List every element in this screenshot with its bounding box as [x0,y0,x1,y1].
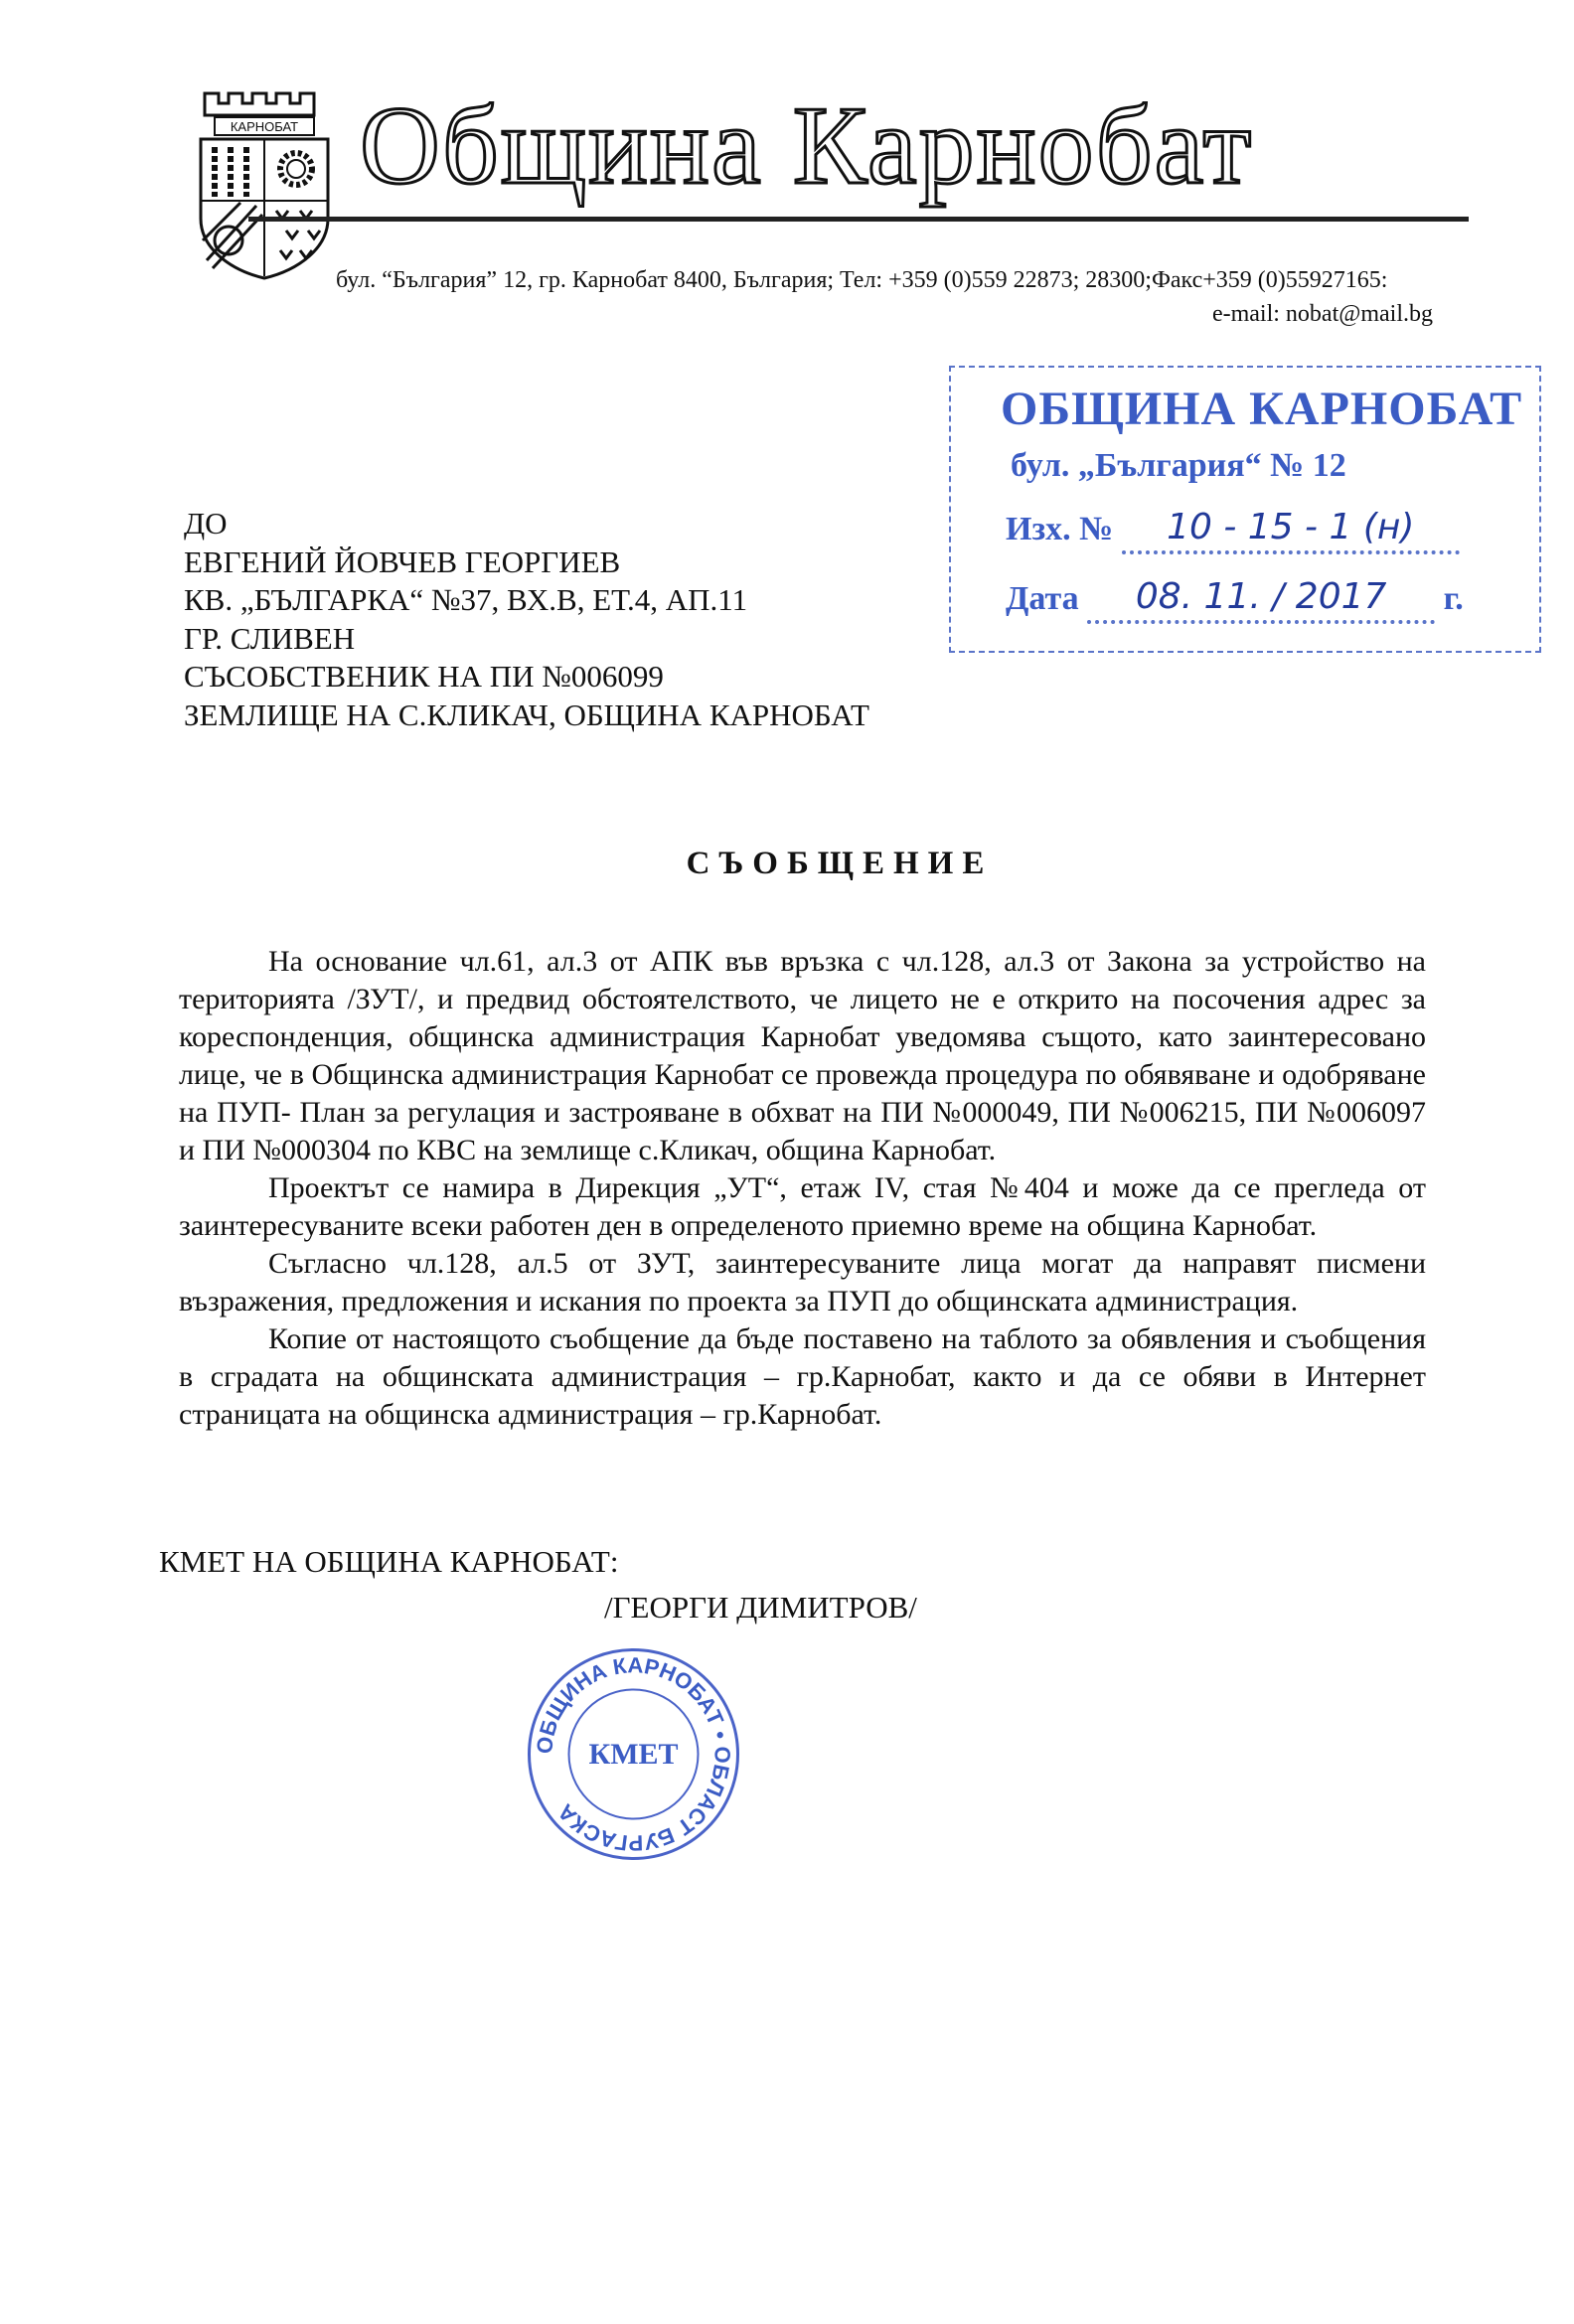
letterhead-address: бул. “България” 12, гр. Карнобат 8400, България; Тел: +359 (0)559 22873; 28300;Факс+359 (0)55927165: [336,267,1388,293]
document-heading: СЪОБЩЕНИЕ [686,846,994,881]
recipient-line: ДО [184,506,228,541]
seal-ring-text: ОБЩИНА КАРНОБАТ • ОБЛАСТ БУРГАСКА [532,1652,735,1856]
stamp-address: бул. „България“ № 12 [1011,447,1346,484]
stamp-title: ОБЩИНА КАРНОБАТ [1001,383,1523,435]
mayor-round-seal [522,1642,745,1866]
stamp-date-value: 08. 11. / 2017 [1135,576,1387,617]
recipient-line: КВ. „БЪЛГАРКА“ №37, ВХ.В, ЕТ.4, АП.11 [184,582,748,617]
stamp-year-suffix: г. [1443,580,1464,617]
signatory-title: КМЕТ НА ОБЩИНА КАРНОБАТ: [159,1544,619,1579]
recipient-line: ГР. СЛИВЕН [184,620,356,656]
recipient-line: СЪСОБСТВЕНИК НА ПИ №006099 [184,659,664,694]
crest-text: КАРНОБАТ [230,119,299,134]
stamp-date-label: Дата [1006,580,1079,617]
body-paragraph: Съгласно чл.128, ал.5 от ЗУТ, заинтересуваните лица могат да направят писмени възражения, предложения и искания по проекта за ПУП до общинската администрация. [179,1247,1426,1317]
stamp-outgoing-number: 10 - 15 - 1 (н) [1167,507,1415,547]
letterhead-title: Община Карнобат [360,84,1254,208]
stamp-outgoing-label: Изх. № [1006,511,1114,547]
recipient-line: ЗЕМЛИЩЕ НА С.КЛИКАЧ, ОБЩИНА КАРНОБАТ [184,697,869,732]
recipient-line: ЕВГЕНИЙ ЙОВЧЕВ ГЕОРГИЕВ [184,543,621,579]
signatory-name: /ГЕОРГИ ДИМИТРОВ/ [604,1590,917,1625]
seal-center-text: КМЕТ [588,1738,679,1771]
letterhead-divider [248,217,1469,222]
municipality-crest-logo [197,91,332,280]
recipient-block [184,505,949,734]
notice-body [179,943,1426,1434]
body-paragraph: Копие от настоящото съобщение да бъде поставено на таблото за обявления и съобщения в сградата на общинската администрация – гр.Карнобат, както и да се обяви в Интернет страницата на общинска администрация – гр.Карнобат. [179,1322,1426,1431]
body-paragraph: Проектът се намира в Дирекция „УТ“, етаж IV, стая №404 и може да се прегледа от заинтересуваните всеки работен ден в определеното приемно време на община Карнобат. [179,1171,1426,1242]
letterhead-email: e-mail: nobat@mail.bg [1211,301,1433,327]
body-paragraph: На основание чл.61, ал.3 от АПК във връзка с чл.128, ал.3 от Закона за устройство на територията /ЗУТ/, и предвид обстоятелството, че лицето не е открито на посочения адрес за кореспонденция, общинска администрация Карнобат уведомява същото, като заинтересовано лице, че в Общинска администрация Карнобат се провежда процедура по обявяване и одобряване на ПУП- План за регулация и застрояване в обхват на ПИ №000049, ПИ №006215, ПИ №006097 и ПИ №000304 по КВС на землище с.Кликач, община Карнобат. [179,945,1426,1166]
letter-content [159,505,1431,1871]
signature-block [159,1543,1431,1871]
